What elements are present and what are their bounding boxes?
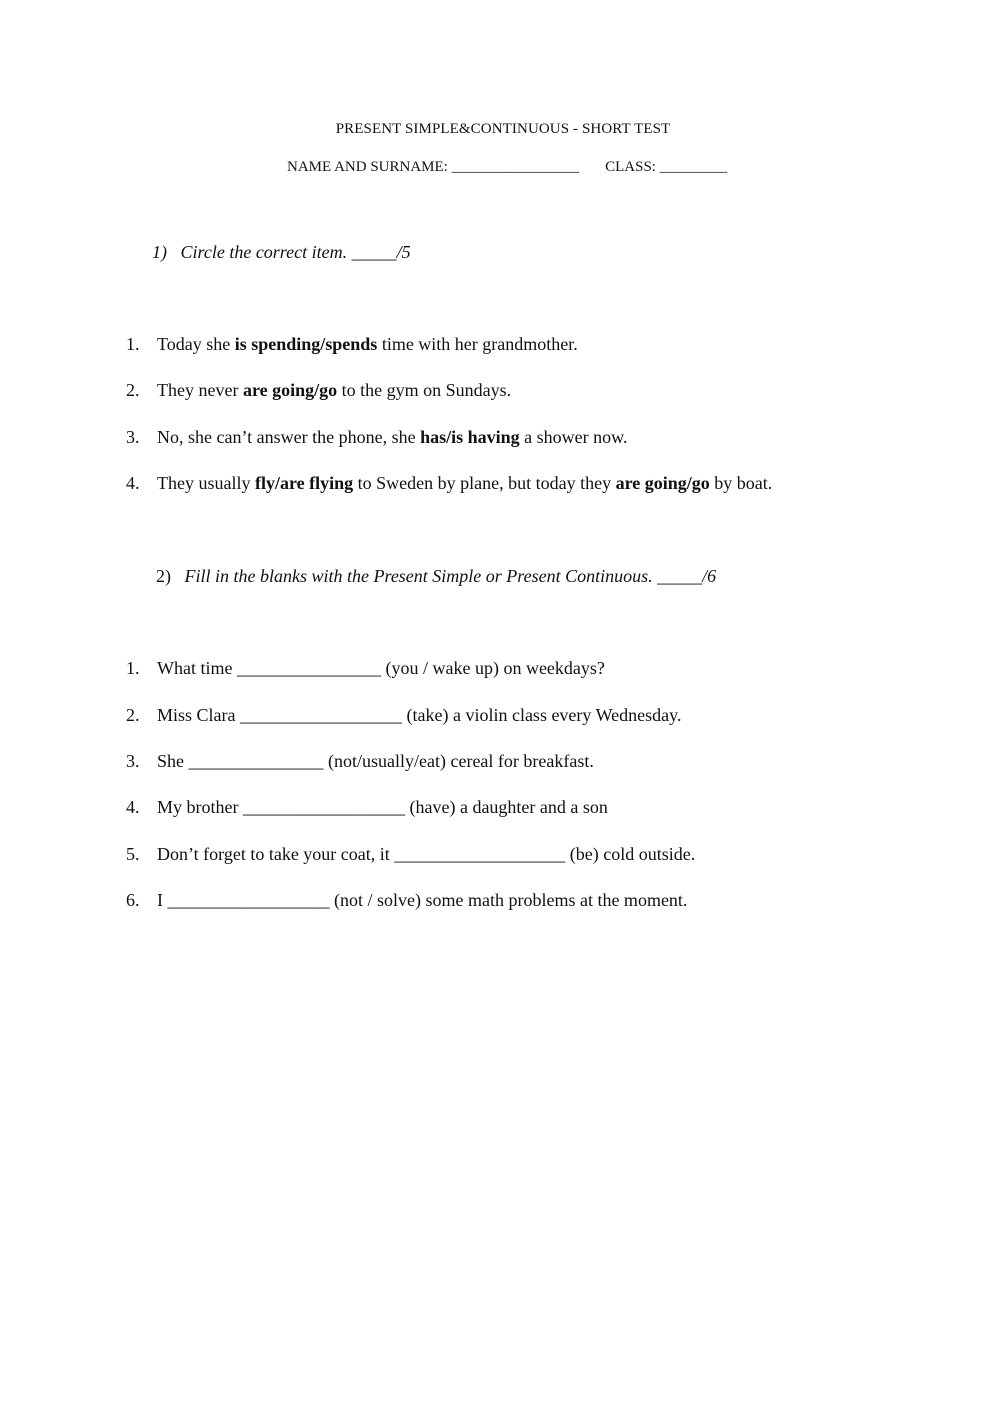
answer-choice[interactable]: has/is having: [420, 427, 520, 447]
item-number: 1.: [126, 334, 140, 354]
page-title: PRESENT SIMPLE&CONTINUOUS - SHORT TEST: [335, 121, 671, 137]
section-2-heading: [156, 566, 716, 587]
section-1-heading: [152, 242, 411, 263]
item-text: a shower now.: [519, 427, 628, 447]
section-2-item[interactable]: [126, 705, 681, 726]
item-number: 3.: [126, 751, 140, 771]
item-number: 4.: [126, 797, 140, 817]
answer-choice[interactable]: is spending/spends: [234, 334, 378, 354]
item-text: Don’t forget to take your coat, it ___________________ (be) cold outside.: [157, 844, 696, 864]
item-number: 3.: [126, 427, 140, 447]
item-number: 6.: [126, 890, 140, 910]
item-text: Today she: [157, 334, 235, 354]
section-1-item: [126, 380, 511, 401]
section-1-item: [126, 334, 578, 355]
section-2-item[interactable]: [126, 797, 608, 818]
item-number: 2.: [126, 705, 140, 725]
item-text: I __________________ (not / solve) some math problems at the moment.: [157, 890, 688, 910]
item-text: They never: [157, 380, 243, 400]
item-text: by boat.: [709, 473, 773, 493]
section-2-number: 2): [156, 566, 171, 586]
item-text: to the gym on Sundays.: [337, 380, 512, 400]
item-text: They usually: [157, 473, 255, 493]
item-number: 1.: [126, 658, 140, 678]
item-text: Miss Clara __________________ (take) a violin class every Wednesday.: [157, 705, 682, 725]
answer-choice[interactable]: fly/are flying: [254, 473, 354, 493]
item-text: What time ________________ (you / wake up) on weekdays?: [157, 658, 605, 678]
name-field-label: NAME AND SURNAME: _________________: [287, 159, 580, 175]
section-2-item[interactable]: [126, 751, 594, 772]
item-text: time with her grandmother.: [377, 334, 578, 354]
section-2-item[interactable]: [126, 890, 687, 911]
class-field-label: CLASS: _________: [605, 159, 728, 175]
section-2-item[interactable]: [126, 658, 605, 679]
item-text: She _______________ (not/usually/eat) cereal for breakfast.: [157, 751, 594, 771]
section-1-item: [126, 473, 772, 494]
section-2-item[interactable]: [126, 844, 695, 865]
item-text: to Sweden by plane, but today they: [353, 473, 616, 493]
item-number: 2.: [126, 380, 140, 400]
section-1-item: [126, 427, 627, 448]
item-text: No, she can’t answer the phone, she: [157, 427, 421, 447]
section-1-instruction: Circle the correct item. _____/5: [180, 242, 411, 262]
answer-choice[interactable]: are going/go: [615, 473, 710, 493]
student-info-row: [287, 159, 727, 176]
item-number: 5.: [126, 844, 140, 864]
answer-choice[interactable]: are going/go: [242, 380, 338, 400]
item-number: 4.: [126, 473, 140, 493]
section-2-instruction: Fill in the blanks with the Present Simple or Present Continuous. _____/6: [184, 566, 717, 586]
section-1-number: 1): [152, 242, 167, 262]
item-text: My brother __________________ (have) a daughter and a son: [157, 797, 608, 817]
